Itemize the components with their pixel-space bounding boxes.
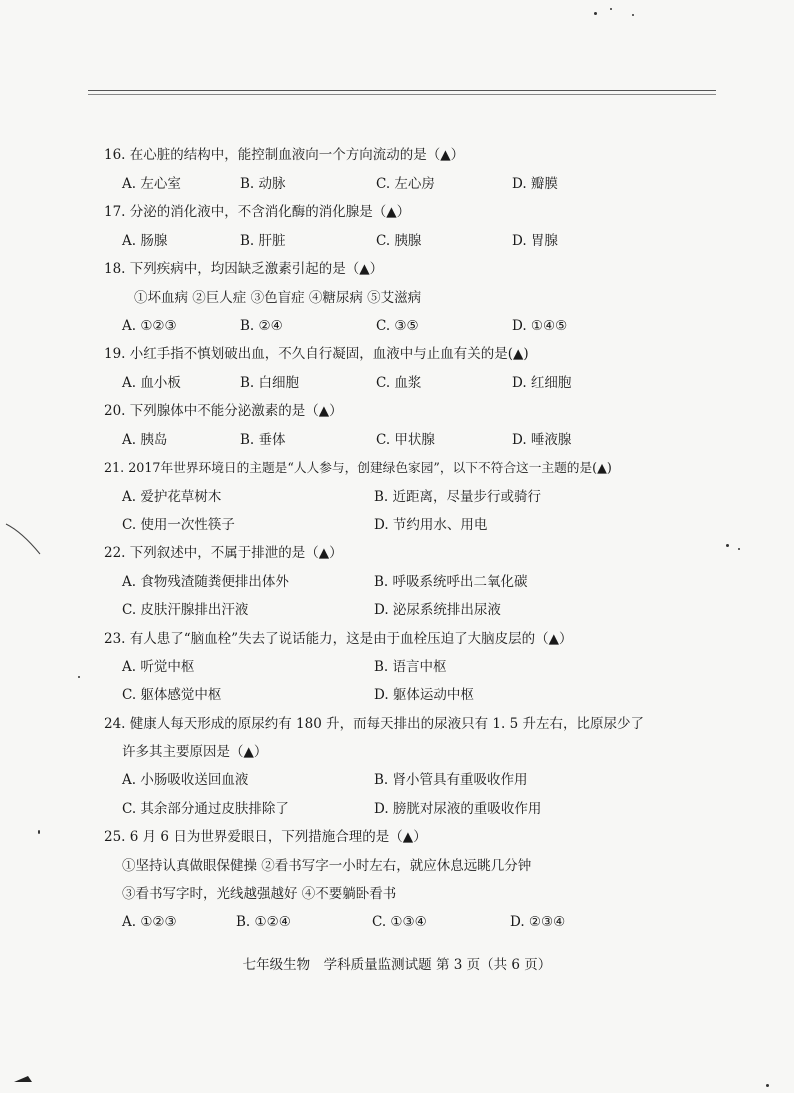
q25-option-b: B. ①②④: [236, 914, 291, 930]
question-16-stem: 16. 在心脏的结构中，能控制血液向一个方向流动的是（▲）: [104, 147, 465, 163]
q21-option-a: A. 爱护花草树木: [122, 489, 222, 505]
q16-option-b: B. 动脉: [240, 176, 286, 192]
header-rule: [88, 90, 716, 91]
speck: [632, 14, 634, 16]
q20-option-d: D. 唾液腺: [512, 432, 572, 448]
q19-option-c: C. 血浆: [376, 375, 422, 391]
q18-option-c: C. ③⑤: [376, 318, 419, 334]
q18-choices: ①坏血病 ②巨人症 ③色盲症 ④糖尿病 ⑤艾滋病: [134, 290, 422, 306]
q17-option-d: D. 胃腺: [512, 233, 558, 249]
question-24-stem-cont: 许多其主要原因是（▲）: [122, 744, 268, 760]
speck: [78, 676, 80, 678]
speck: [610, 8, 612, 10]
q23-option-b: B. 语言中枢: [374, 659, 447, 675]
q25-option-d: D. ②③④: [510, 914, 566, 930]
q21-option-d: D. 节约用水、用电: [374, 517, 488, 533]
q17-option-b: B. 肝脏: [240, 233, 286, 249]
header-rule-thin: [88, 94, 716, 95]
question-18-stem: 18. 下列疾病中，均因缺乏激素引起的是（▲）: [104, 261, 384, 277]
q22-option-c: C. 皮肤汗腺排出汗液: [122, 602, 249, 618]
q19-option-d: D. 红细胞: [512, 375, 572, 391]
q20-option-b: B. 垂体: [240, 432, 286, 448]
q17-option-c: C. 胰腺: [376, 233, 422, 249]
q24-option-a: A. 小肠吸收送回血液: [122, 772, 249, 788]
q22-option-b: B. 呼吸系统呼出二氧化碳: [374, 574, 528, 590]
q22-option-d: D. 泌尿系统排出尿液: [374, 602, 501, 618]
q18-option-a: A. ①②③: [122, 318, 177, 334]
q23-option-a: A. 听觉中枢: [122, 659, 195, 675]
question-21-stem: 21. 2017年世界环境日的主题是“人人参与，创建绿色家园”，以下不符合这一主题的是(▲): [104, 460, 612, 475]
question-24-stem: 24. 健康人每天形成的原尿约有 180 升，而每天排出的尿液只有 1. 5 升左右，比原尿少了: [104, 716, 644, 732]
page-footer: 七年级生物 学科质量监测试题 第 3 页（共 6 页）: [242, 957, 552, 973]
q19-option-b: B. 白细胞: [240, 375, 300, 391]
question-19-stem: 19. 小红手指不慎划破出血，不久自行凝固，血液中与止血有关的是(▲): [104, 346, 529, 362]
speck: [38, 830, 40, 834]
q22-option-a: A. 食物残渣随粪便排出体外: [122, 574, 289, 590]
q19-option-a: A. 血小板: [122, 375, 181, 391]
q18-option-d: D. ①④⑤: [512, 318, 568, 334]
q17-option-a: A. 肠腺: [122, 233, 168, 249]
question-25-stem: 25. 6 月 6 日为世界爱眼日，下列措施合理的是（▲）: [104, 829, 427, 845]
q24-option-d: D. 膀胱对尿液的重吸收作用: [374, 801, 542, 817]
question-17-stem: 17. 分泌的消化液中，不含消化酶的消化腺是（▲）: [104, 204, 411, 220]
q24-option-c: C. 其余部分通过皮肤排除了: [122, 801, 289, 817]
q25-option-a: A. ①②③: [122, 914, 177, 930]
speck: [594, 12, 597, 15]
question-22-stem: 22. 下列叙述中，不属于排泄的是（▲）: [104, 545, 343, 561]
q16-option-d: D. 瓣膜: [512, 176, 558, 192]
q21-option-c: C. 使用一次性筷子: [122, 517, 235, 533]
q25-statement-2: ③看书写字时，光线越强越好 ④不要躺卧看书: [122, 886, 397, 902]
question-20-stem: 20. 下列腺体中不能分泌激素的是（▲）: [104, 403, 343, 419]
speck: [738, 548, 740, 550]
q24-option-b: B. 肾小管具有重吸收作用: [374, 772, 528, 788]
question-23-stem: 23. 有人患了“脑血栓”失去了说话能力，这是由于血栓压迫了大脑皮层的（▲）: [104, 631, 573, 647]
speck: [726, 544, 729, 547]
q23-option-d: D. 躯体运动中枢: [374, 687, 474, 703]
q20-option-c: C. 甲状腺: [376, 432, 435, 448]
q20-option-a: A. 胰岛: [122, 432, 168, 448]
speck: [766, 1084, 769, 1087]
q25-statement-1: ①坚持认真做眼保健操 ②看书写字一小时左右，就应休息远眺几分钟: [122, 858, 532, 874]
q18-option-b: B. ②④: [240, 318, 283, 334]
corner-mark: [14, 1073, 32, 1083]
scan-mark: [4, 520, 44, 560]
q16-option-a: A. 左心室: [122, 176, 181, 192]
q16-option-c: C. 左心房: [376, 176, 435, 192]
q21-option-b: B. 近距离，尽量步行或骑行: [374, 489, 542, 505]
q25-option-c: C. ①③④: [372, 914, 427, 930]
q23-option-c: C. 躯体感觉中枢: [122, 687, 222, 703]
